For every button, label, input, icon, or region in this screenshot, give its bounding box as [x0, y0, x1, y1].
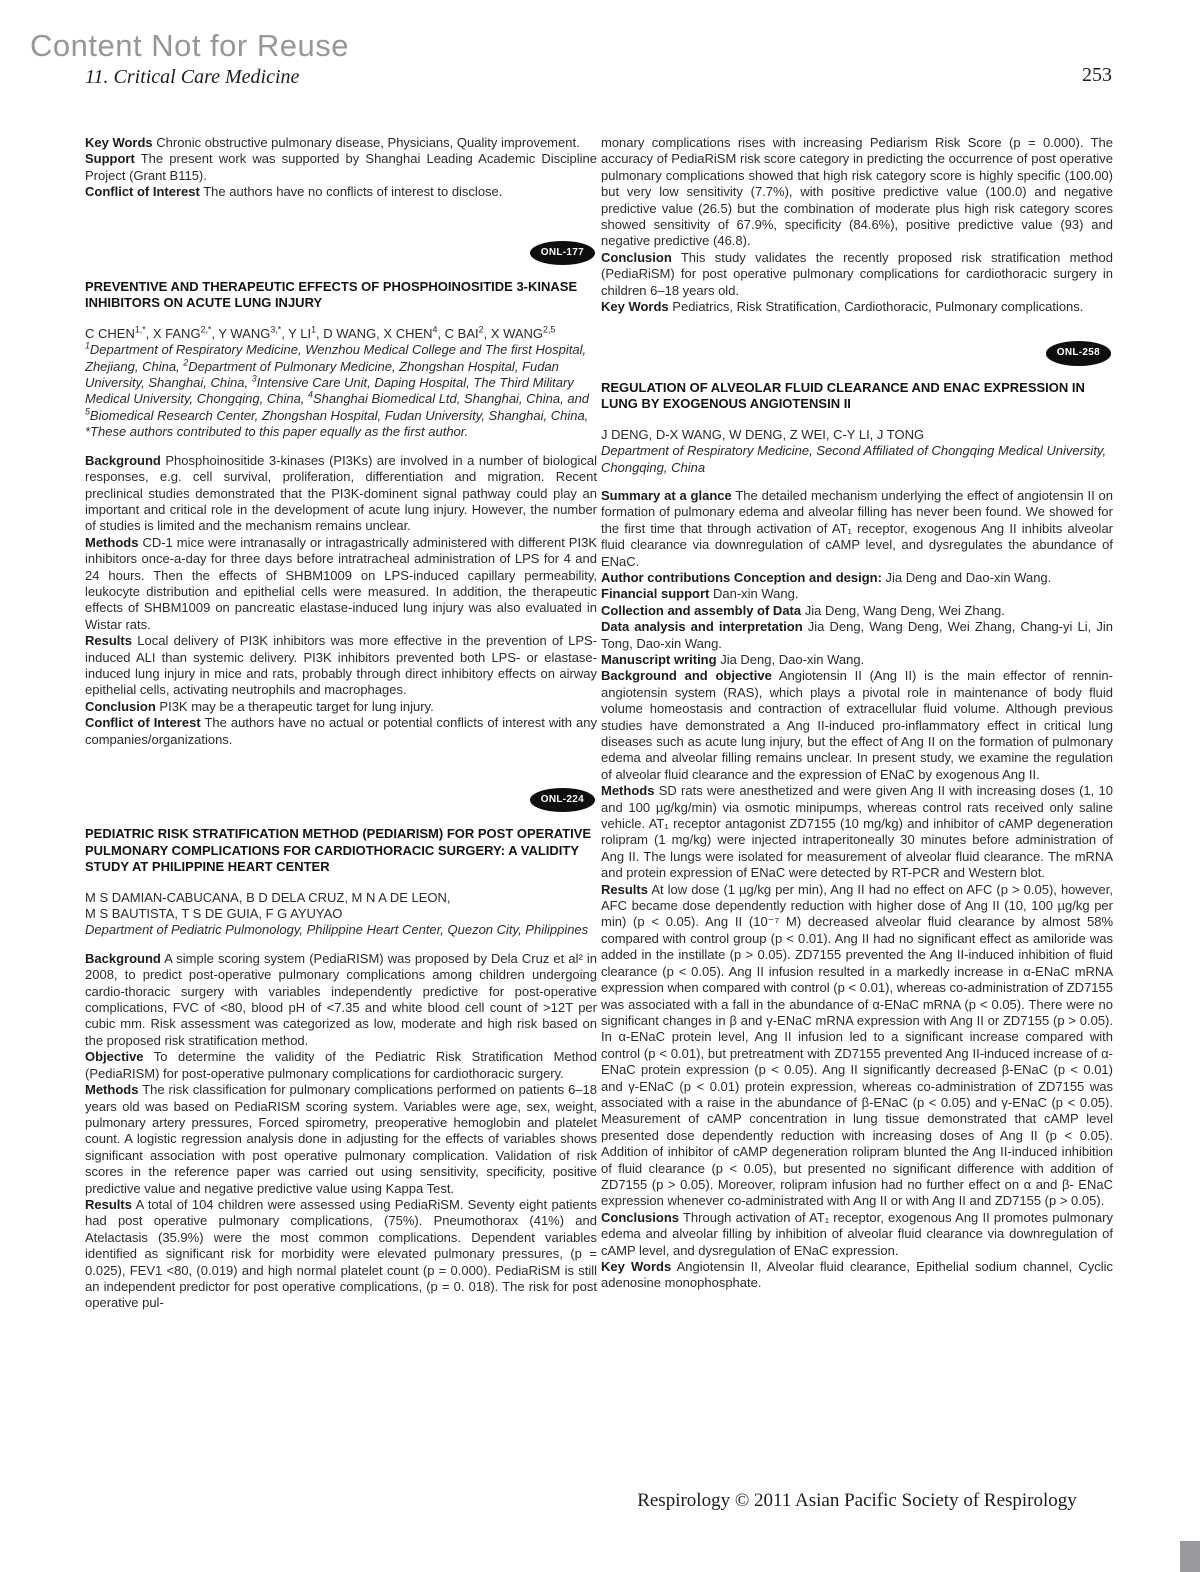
- para-continuation: [601, 135, 1113, 250]
- abstract-authors: C $CHEN^{1,*}$, X $FANG^{2,*}$, Y $WANG^{3,*}$, Y $LI^1$, D WANG, X CHEN$^4$, C BAI$^2$, X WANG$^{2,5}$: [85, 324, 556, 341]
- para-text: Local delivery of PI3K inhibitors was more effective in the prevention of LPS-induced ALI than systemic delivery. PI3K inhibitors prevented both LPS- or elastase-induced lung injury in mice and rats, probably through direct inhibitory effects on airway epithelial cells, activating neutrophils and macrophages.: [85, 633, 597, 698]
- para-text: This study validates the recently proposed risk stratification method (PediaRiSM) for post operative pulmonary complications for cardiothoracic surgery in children 6–18 years old.: [601, 249, 1113, 298]
- para-label: Background: [85, 452, 161, 468]
- para-text: Angiotensin II, Alveolar fluid clearance, Epithelial sodium channel, Cyclic adenosine monophosphate.: [601, 1259, 1113, 1291]
- para-label: Collection and assembly of Data: [601, 602, 802, 618]
- para-label: Author contributions Conception and design:: [601, 569, 882, 585]
- content-not-for-reuse-watermark: Content Not for Reuse: [30, 28, 349, 63]
- para-background: [85, 453, 597, 535]
- para-text: monary complications rises with increasing Pediarism Risk Score (p = 0.000). The accuracy of PediaRiSM risk score category in predicting the occurrence of post operative pulmonary complications showed that high risk category score is highly specific (100.00) but very low sensitivity (7.7%), with positive predictive value (100.0) and negative predictive value (26.5) but the combination of moderate plus high risk category scores showed sensitivity of 67.9%, specificity (84.6%), positive predictive value (93) and negative predictive (46.8).: [601, 135, 1113, 249]
- para-text: PI3K may be a therapeutic target for lung injury.: [159, 698, 434, 714]
- para-label: Methods: [85, 534, 139, 550]
- para-methods: [85, 535, 597, 633]
- para-text: Chronic obstructive pulmonary disease, Physicians, Quality improvement.: [156, 135, 580, 150]
- para-text: CD-1 mice were intranasally or intragastrically administered with different PI3K inhibitors once-a-day for three days before intratracheal administration of LPS for 4 and 24 hours. Then the effects of SHBM1009 on LPS-induced capillary permeability, leukocyte distribution and epithelial cells were measured. In addition, the therapeutic effects of SHBM1009 on pancreatic elastase-induced lung injury was also evaluated in Wistar rats.: [85, 534, 597, 632]
- para-label: Manuscript writing: [601, 651, 717, 667]
- para-text: Dan-xin Wang.: [712, 586, 799, 602]
- para-label: Background and objective: [601, 668, 772, 684]
- para-results: [601, 882, 1113, 1210]
- para-label: Results: [601, 881, 648, 897]
- para-text: The present work was supported by Shanghai Leading Academic Discipline Project (Grant B115).: [85, 151, 597, 183]
- abstract-title: PREVENTIVE AND THERAPEUTIC EFFECTS OF PHOSPHOINOSITIDE 3-KINASE INHIBITORS ON ACUTE LUNG INJURY: [85, 279, 578, 311]
- abstract-affiliations: Department of Pediatric Pulmonology, Philippine Heart Center, Quezon City, Philippines: [85, 922, 589, 938]
- para-label: Conclusion: [85, 698, 156, 714]
- para-financial-support: [601, 586, 1113, 602]
- para-text: At low dose (1 µg/kg per min), Ang II had no effect on AFC (p > 0.05), however, AFC became dose dependently reduction with higher dose of Ang II (10, 100 µg/kg per min) (p < 0.05). Ang II (10⁻⁷ M) decreased alveolar fluid clearance by almost 58% compared with control group (p < 0.01). Ang II had no significant effect as amiloride was added in the instillate (p > 0.05). ZD7155 prevented the Ang II-induced inhibition of fluid clearance (p < 0.05). Ang II infusion resulted in a markedly increase in α-ENaC mRNA expression when compared with control (p < 0.01), whereas co-administration of ZD7155 was associated with a fall in the abundance of α-ENaC mRNA (p < 0.05). There were no significant changes in β and γ-ENaC mRNA expression with Ang II or ZD7155 (p > 0.05). In α-ENaC protein level, Ang II infusion led to a significant increase compared with control (p < 0.01), but pretreatment with ZD7155 prevented Ang II-induced increase of α-ENaC protein expression (p < 0.05). Ang II significantly decreased β-ENaC (p < 0.01) and γ-ENaC (p < 0.01) protein expression, whereas co-administration of ZD7155 was associated with a raise in the abundance of β-ENaC (p < 0.05) and γ-ENaC (p < 0.05). Measurement of cAMP concentration in lung tissue demonstrated that cAMP level presented dose dependently reduction with increasing doses of Ang II (p < 0.05). Addition of inhibitor of cAMP degeneration rolipram blunted the Ang II-induced inhibition of fluid clearance (p < 0.05), but presented no significant difference with addition of ZD7155 (p > 0.05). Moreover, rolipram infusion had no further effect on α and β- ENaC expression whenever co-administrated with Ang II or with Ang II and ZD7155 (p > 0.05).: [601, 881, 1113, 1209]
- abstract-authors: M S DAMIAN-CABUCANA, B D DELA CRUZ, M N A DE LEON, M S BAUTISTA, T S DE GUIA, F G AYUYAO: [85, 889, 451, 922]
- para-label: Conclusions: [601, 1209, 680, 1225]
- para-label: Conflict of Interest: [85, 184, 200, 200]
- para-author-contributions: [601, 570, 1113, 586]
- para-text: Jia Deng and Dao-xin Wang.: [885, 569, 1052, 585]
- para-text: Jia Deng, Wang Deng, Wei Zhang, Chang-yi Li, Jin Tong, Dao-xin Wang.: [601, 619, 1113, 651]
- abstract-id-row: [85, 788, 595, 812]
- para-label: Results: [85, 1196, 132, 1212]
- abstract-authors: J DENG, D-X WANG, W DENG, Z WEI, C-Y LI, J TONG: [601, 426, 925, 442]
- abstract-affiliations: Department of Respiratory Medicine, Second Affiliated of Chongqing Medical University, Chongqing, China: [601, 443, 1107, 475]
- page-number: 253: [1082, 64, 1112, 86]
- left-column: [85, 135, 597, 1312]
- para-text: To determine the validity of the Pediatric Risk Stratification Method (PediaRISM) for post-operative pulmonary complications for cardiothoracic surgery.: [85, 1049, 597, 1081]
- para-background: [85, 951, 597, 1049]
- para-methods: [601, 783, 1113, 881]
- para-label: Methods: [85, 1082, 139, 1098]
- section-header: 11. Critical Care Medicine: [85, 66, 300, 88]
- para-label: Conclusion: [601, 249, 672, 265]
- para-background-objective: [601, 668, 1113, 783]
- para-methods: [85, 1082, 597, 1197]
- para-label: Key Words: [601, 1259, 672, 1274]
- abstract-title: PEDIATRIC RISK STRATIFICATION METHOD (PEDIARISM) FOR POST OPERATIVE PULMONARY COMPLICATIONS FOR CARDIOTHORACIC SURGERY: A VALIDITY STUDY AT PHILIPPINE HEART CENTER: [85, 826, 592, 875]
- abstract-id-badge: ONL-177: [530, 241, 595, 265]
- page-corner-strip: [1180, 1541, 1200, 1572]
- para-text: Pediatrics, Risk Stratification, Cardiothoracic, Pulmonary complications.: [672, 299, 1084, 315]
- para-objective: [85, 1049, 597, 1082]
- right-column: [601, 135, 1113, 1292]
- abstract-id-badge: ONL-258: [1046, 341, 1111, 365]
- para-text: A simple scoring system (PediaRISM) was proposed by Dela Cruz et al² in 2008, to predict post-operative pulmonary complications among children undergoing cardio-thoracic surgery with variables independently predictive for post-operative complications, FVC of <80, blood pH of <7.35 and white blood cell count of >12T per cubic mm. Risk assessment was categorized as low, moderate and high risk based on the proposed risk stratification method.: [85, 950, 597, 1048]
- para-keywords: [601, 299, 1113, 315]
- abstract-id-row: [85, 241, 595, 265]
- para-data-analysis: [601, 619, 1113, 652]
- abstract-affiliations: $^1$Department of Respiratory Medicine, Wenzhou Medical College and The first Hospital, Zhejiang, China, $^2$Department of Pulmonary Medicine, Zhongshan Hospital, Fudan University, Shanghai, China, $^3$Intensive Care Unit, Daping Hospital, The Third Military Medical University, Chongqing, China, $^4$Shanghai Biomedical Ltd, Shanghai, China, and $^5$Biomedical Research Center, Zhongshan Hospital, Fudan University, Shanghai, China, *These authors contributed to this paper equally as the first author.: [85, 340, 590, 440]
- para-support: [85, 151, 597, 184]
- para-label: Key Words: [85, 135, 153, 150]
- abstract-id-row: [601, 341, 1111, 365]
- journal-copyright-footer: Respirology © 2011 Asian Pacific Society of Respirology: [637, 1490, 1077, 1511]
- para-text: The detailed mechanism underlying the effect of angiotensin II on formation of pulmonary edema and alveolar filling has never been found. We showed for the first time that through activation of AT₁ receptor, exogenous Ang II inhibits alveolar fluid clearance via downregulation of cAMP level, and dysregulates the abundance of ENaC.: [601, 487, 1113, 569]
- para-text: Through activation of AT₁ receptor, exogenous Ang II promotes pulmonary edema and alveolar filling by inhibition of alveolar fluid clearance via downregulation of cAMP level, and dysregulation of ENaC expression.: [601, 1209, 1113, 1258]
- para-results: [85, 1197, 597, 1312]
- para-label: Objective: [85, 1049, 144, 1065]
- para-text: Phosphoinositide 3-kinases (PI3Ks) are involved in a number of biological responses, e.g. cell survival, proliferation, differentiation and migration. Recent preclinical studies demonstrated that the PI3K-dominent signal pathway could play an important and critical role in the development of acute lung injury. However, the number of studies is limited and the mechanism remains unclear.: [85, 452, 597, 534]
- para-label: Conflict of Interest: [85, 715, 201, 731]
- para-keywords: [601, 1259, 1113, 1292]
- para-label: Background: [85, 950, 161, 966]
- para-text: SD rats were anesthetized and were given Ang II with increasing doses (1, 10 and 100 µg/kg/min) via osmotic minipumps, whereas control rats received only saline vehicle. AT₁ receptor antagonist ZD7155 (10 mg/kg) and inhibitor of cAMP degeneration rolipram (1 mg/kg) were injected intraperitoneally 30 minutes before administration of Ang II. The lungs were isolated for measurement of alveolar fluid clearance. The mRNA and protein expression of ENaC were detected by RT-PCR and Western blot.: [601, 783, 1113, 881]
- para-manuscript-writing: [601, 652, 1113, 668]
- para-collection: [601, 603, 1113, 619]
- para-conclusion: [601, 250, 1113, 299]
- para-keywords: [85, 135, 597, 151]
- para-text: Jia Deng, Dao-xin Wang.: [720, 651, 865, 667]
- para-summary: [601, 488, 1113, 570]
- para-label: Support: [85, 151, 135, 167]
- para-text: The authors have no actual or potential conflicts of interest with any companies/organizations.: [85, 715, 597, 747]
- para-conflict: [85, 184, 597, 200]
- para-text: Angiotensin II (Ang II) is the main effector of rennin-angiotensin system (RAS), which plays a pivotal role in maintenance of body fluid volume homeostasis and contraction of extracellular fluid volume. Although previous studies have demonstrated a Ang II-induced pro-inflammatory effect in critical lung diseases such as acute lung injury, but the effect of Ang II on the formation of pulmonary edema and alveolar filling remains unclear. In present study, we examine the regulation of alveolar fluid clearance and the expression of ENaC by exogenous Ang II.: [601, 668, 1113, 782]
- para-text: The authors have no conflicts of interest to disclose.: [203, 184, 503, 200]
- para-conclusions: [601, 1210, 1113, 1259]
- para-label: Results: [85, 633, 132, 649]
- para-label: Summary at a glance: [601, 487, 732, 503]
- abstract-title: REGULATION OF ALVEOLAR FLUID CLEARANCE AND ENAC EXPRESSION IN LUNG BY EXOGENOUS ANGIOTENSIN II: [601, 379, 1085, 412]
- para-label: Key Words: [601, 299, 669, 315]
- abstract-id-badge: ONL-224: [530, 788, 595, 812]
- para-conclusion: [85, 699, 597, 715]
- para-conflict: [85, 715, 597, 748]
- para-text: Jia Deng, Wang Deng, Wei Zhang.: [804, 602, 1005, 618]
- para-text: The risk classification for pulmonary complications performed on patients 6–18 years old was based on PediaRISM scoring system. Variables were age, sex, weight, pulmonary artery pressures, Forced spirometry, preoperative hemoglobin and platelet count. A logistic regression analysis done in adjusting for the effects of variables shows significant association with post operative pulmonary complication. Validation of risk scores in the reference paper was carried out using sensitivity, specificity, positive predictive value and negative predictive value using Kappa Test.: [85, 1082, 597, 1196]
- para-label: Data analysis and interpretation: [601, 619, 803, 635]
- para-text: A total of 104 children were assessed using PediaRiSM. Seventy eight patients had post operative pulmonary complications, (75%). Pneumothorax (41%) and Atelactasis (35.9%) were the most common complications. Dependent variables identified as significant risk for morbidity were elevated pulmonary pressures, (p = 0.025), FEV1 <80, (0.019) and high normal platelet count (p = 0.000). PediaRiSM is still an independent predictor for post operative complications, (p = 0. 018). The risk for post operative pul-: [85, 1196, 597, 1311]
- para-label: Methods: [601, 783, 655, 799]
- para-label: Financial support: [601, 586, 710, 602]
- para-results: [85, 633, 597, 699]
